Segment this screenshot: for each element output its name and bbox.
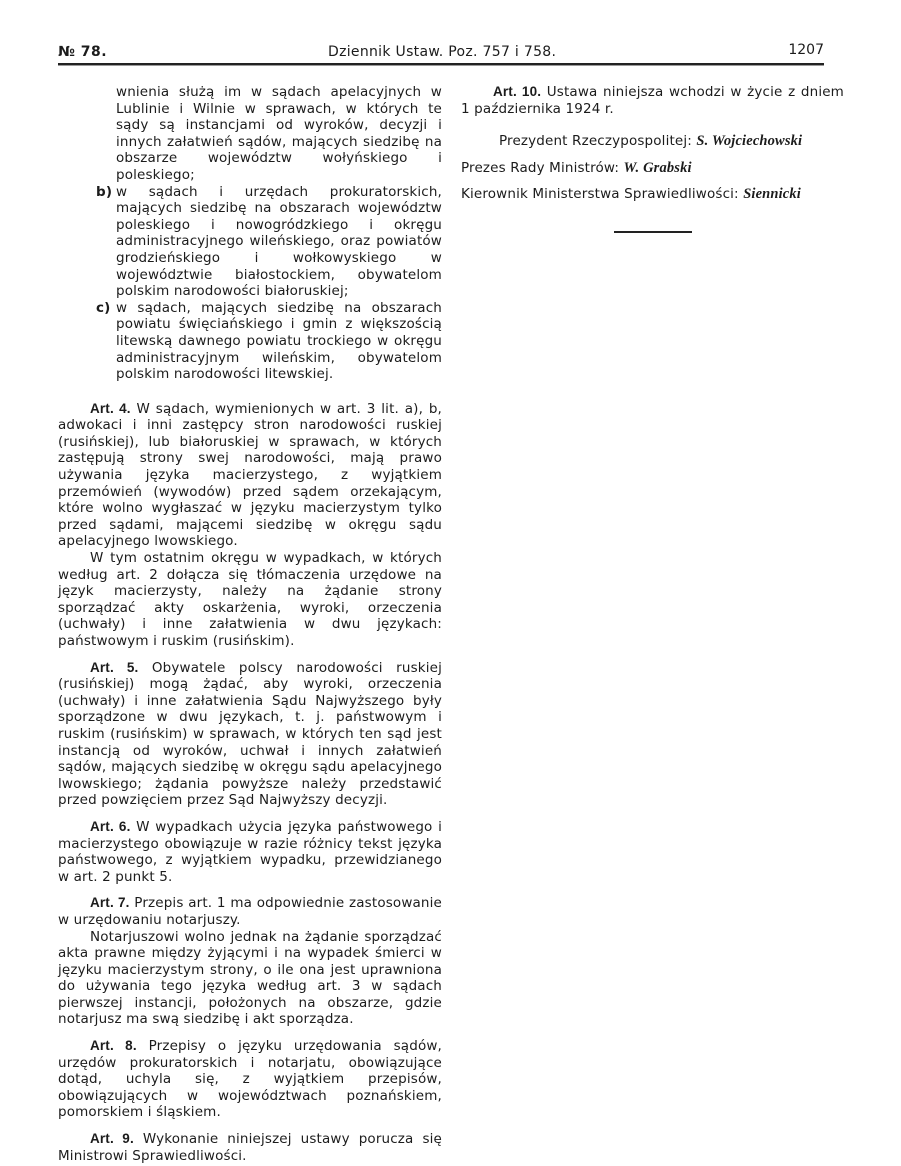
list-item-text: w sądach i urzędach prokuratorskich, mających siedzibę na obszarach województw poleskiego i nowogródzkiego i okręgu administracyjnego wileńskiego, oraz powiatów grodzieńskiego i wołkowyskiego w województwie białostockiem, obywatelom polskim narodowości białoruskiej; — [116, 183, 442, 300]
signature-name: S. Wojciechowski — [696, 133, 803, 150]
page-header — [58, 40, 824, 62]
article-text: Obywatele polscy narodowości ruskiej (rusińskiej) mogą żądać, aby wyroki, orzeczenia (uchwały) i inne załatwienia Sądu Najwyższego były sporządzone w dwu językach, t. j. państwowym i ruskim (rusińskim) w sprawach, w których ten sąd jest instancją od wyroków, uchwał i innych załatwień sądów, mających siedzibę w okręgu sądu apelacyjnego lwowskiego; żądania powyższe należy przedstawić przed powzięciem przez Sąd Najwyższy decyzji. — [58, 659, 442, 809]
signature-justice-minister — [461, 186, 844, 203]
article-label: Art. 10. — [493, 84, 542, 99]
article-label: Art. 9. — [90, 1131, 134, 1147]
article-9 — [58, 1131, 442, 1164]
article-text: Wykonanie niniejszej ustawy porucza się Ministrowi Sprawiedliwości. — [58, 1131, 442, 1164]
signature-role: Prezydent Rzeczypospolitej: — [499, 133, 692, 150]
list-marker: c) — [96, 299, 111, 316]
article-5 — [58, 660, 442, 809]
list-item-c — [58, 300, 442, 383]
list-item-b — [58, 184, 442, 300]
article-label: Art. 6. — [90, 818, 131, 834]
list-item-text: w sądach, mających siedzibę na obszarach powiatu święciańskiego i gmin z większością litewską dawnego powiatu trockiego w okręgu administracyjnym wileńskim, obywatelom polskim narodowości litewskiej. — [116, 299, 442, 383]
signature-prime-minister — [461, 160, 844, 177]
article-text: Przepis art. 1 ma odpowiednie zastosowanie w urzędowaniu notarjuszy. — [58, 895, 442, 928]
article-7-paragraph-2: Notarjuszowi wolno jednak na żądanie sporządzać akta prawne między żyjącymi i na wypadek śmierci w języku macierzystym strony, o ile ona jest uprawniona do używania tego języka według art. 3 w sądach pierwszej instancji, położonych na obszarze, gdzie notarjusz ma swą siedzibę i akt sporządza. — [58, 928, 442, 1028]
article-6 — [58, 819, 442, 885]
article-text: Ustawa niniejsza wchodzi w życie z dniem 1 października 1924 r. — [461, 84, 844, 117]
signature-president — [461, 133, 844, 150]
article-8 — [58, 1038, 442, 1121]
issue-number: № 78. — [58, 44, 108, 60]
left-column — [58, 84, 442, 1164]
right-column — [461, 84, 844, 203]
journal-title: Dziennik Ustaw. Poz. 757 i 758. — [328, 44, 557, 60]
article-label: Art. 7. — [90, 895, 130, 911]
item-a-continuation: wnienia służą im w sądach apelacyjnych w Lublinie i Wilnie w sprawach, w których te sądy są instancjami od wyroków, decyzji i innych załatwień sądów, mających siedzibę na obszarze województw wołyńskiego i poleskiego; — [116, 84, 442, 183]
article-text: W sądach, wymienionych w art. 3 lit. a), b, adwokaci i inni zastępcy stron narodowości ruskiej (rusińskiej), lub białoruskiej w sprawach, w których zastępują strony swej narodowości, mają prawo używania języka macierzystego, z wyjątkiem przemówień (wywodów) przed sądem orzekającym, które wolno wygłaszać w języku macierzystym tylko przed sądami, mającemi siedzibę w okręgu sądu apelacyjnego lwowskiego. — [58, 400, 442, 550]
signature-name: W. Grabski — [623, 159, 692, 176]
signature-role: Kierownik Ministerstwa Sprawiedliwości: — [461, 186, 739, 203]
article-10 — [461, 84, 844, 117]
page-number: 1207 — [788, 42, 824, 58]
article-label: Art. 8. — [90, 1038, 137, 1054]
header-rule — [58, 63, 824, 65]
article-label: Art. 4. — [90, 400, 131, 416]
article-label: Art. 5. — [90, 659, 139, 675]
signature-role: Prezes Rady Ministrów: — [461, 159, 620, 176]
article-text: W wypadkach użycia języka państwowego i macierzystego obowiązuje w razie różnicy tekst języka państwowego, z wyjątkiem wypadku, przewidzianego w art. 2 punkt 5. — [58, 818, 442, 885]
article-text: Przepisy o języku urzędowania sądów, urzędów prokuratorskich i notarjatu, obowiązujące dotąd, uchyla się, z wyjątkiem przepisów, obowiązujących w województwach poznańskiem, pomorskiem i śląskiem. — [58, 1038, 442, 1121]
signature-name: Siennicki — [743, 186, 801, 203]
end-rule — [614, 231, 692, 233]
article-4 — [58, 401, 442, 550]
article-7 — [58, 895, 442, 928]
list-marker: b) — [96, 183, 113, 200]
article-4-paragraph-2: W tym ostatnim okręgu w wypadkach, w których według art. 2 dołącza się tłómaczenia urzędowe na język macierzysty, należy na żądanie strony sporządzać akty oskarżenia, wyroki, orzeczenia (uchwały) i inne załatwienia w dwu językach: państwowym i ruskim (rusińskim). — [58, 550, 442, 649]
